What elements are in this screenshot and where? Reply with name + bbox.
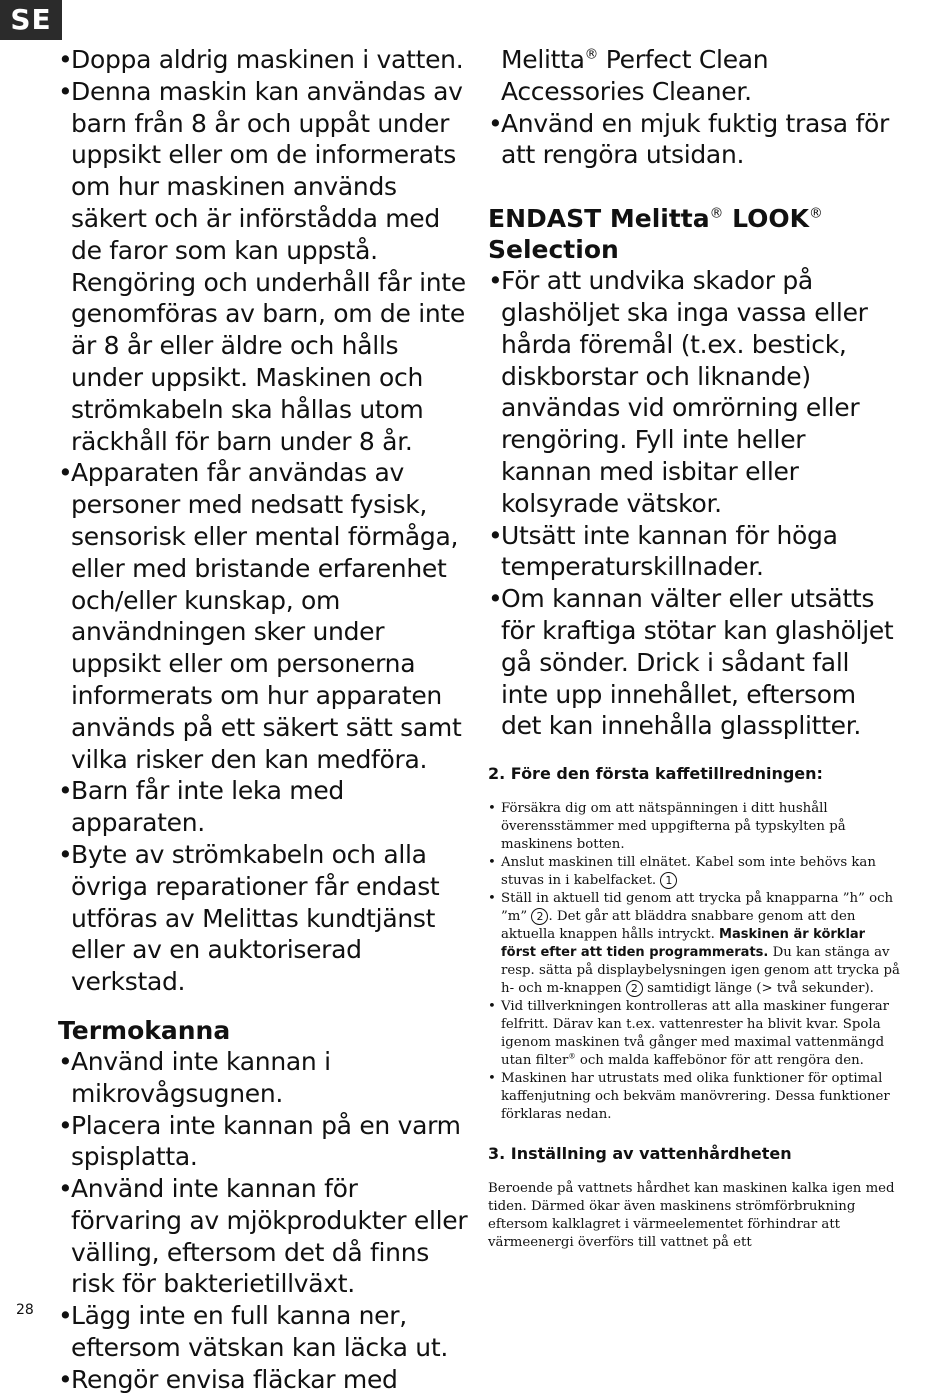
list-item: • För att undvika skador på glashöljet ska inga vassa eller hårda föremål (t.ex. bestick, diskborstar och liknande) användas vid omrörning eller rengöring. Fyll inte heller kannan med isbitar eller kolsyrade vätskor. xyxy=(488,265,903,519)
list-item: • Denna maskin kan användas av barn från 8 år och uppåt under uppsikt eller om de informerats om hur maskinen används säkert och är införstådda med de faror som kan uppstå. Rengöring och underhåll får inte genomföras av barn, om de inte är 8 år eller äldre och hålls under uppsikt. Maskinen och strömkabeln ska hållas utom räckhåll för barn under 8 år. xyxy=(58,76,468,458)
safety-list xyxy=(58,44,468,998)
page-number: 28 xyxy=(16,1302,34,1318)
look-selection-heading xyxy=(488,203,903,265)
brand-text: Melitta xyxy=(501,45,585,74)
circled-number: 2 xyxy=(531,908,548,925)
cloth-list xyxy=(488,108,903,172)
item-text: Ställ in aktuell tid genom att trycka på knapparna ”h” och ”m” xyxy=(501,891,894,925)
list-item: • Apparaten får användas av personer med nedsatt fysisk, sensorisk eller mental förmåga, eller med bristande erfarenhet och/eller kunskap, om användningen sker under uppsikt eller om personerna informerats om hur apparaten används på ett säkert sätt samt vilka risker den kan medföra. xyxy=(58,457,468,775)
list-item: • Använd inte kannan för förvaring av mjökprodukter eller välling, eftersom det då finns risk för bakterietillväxt. xyxy=(58,1173,468,1300)
item-text: Du kan stänga av resp. sätta på displaybelysningen igen genom att trycka på h- och m-knappen xyxy=(501,945,900,997)
continuation-text: Perfect Clean Accessories Cleaner. xyxy=(501,45,769,106)
registered-mark: ® xyxy=(584,46,599,63)
termokanna-list xyxy=(58,1046,468,1396)
list-item: • Använd en mjuk fuktig trasa för att rengöra utsidan. xyxy=(488,108,903,172)
list-item xyxy=(488,854,903,890)
cleaner-continuation xyxy=(488,44,903,108)
list-item: • Doppa aldrig maskinen i vatten. xyxy=(58,44,468,76)
item-text: . Det går att bläddra snabbare genom att den aktuella knappen hålls intryckt. xyxy=(501,909,856,943)
item-text: Vid tillverkningen kontrolleras att alla maskiner fungerar felfritt. Därav kan t.ex. vattenrester ha blivit kvar. Spola igenom maskinen två gånger med maximal vattenmängd utan filter xyxy=(501,999,890,1069)
section-2-heading: 2. Före den första kaffetillredningen: xyxy=(488,764,823,784)
section-3-paragraph: Beroende på vattnets hårdhet kan maskinen kalka igen med tiden. Därmed ökar även maskinens strömförbrukning eftersom kalklagret i värmeelementet förhindrar att värmeenergi överförs till vattnet på ett xyxy=(488,1181,895,1251)
list-item: • Försäkra dig om att nätspänningen i ditt hushåll överensstämmer med uppgifterna på typskylten på maskinens botten. xyxy=(488,800,903,854)
circled-number: 2 xyxy=(626,980,643,997)
list-item xyxy=(488,890,903,998)
heading-part: LOOK xyxy=(732,204,809,234)
heading-part: Selection xyxy=(488,235,619,265)
list-item: • Maskinen har utrustats med olika funktioner för optimal kaffenjutning och bekväm manövrering. Dessa funktioner förklaras nedan. xyxy=(488,1070,903,1124)
list-item: • Om kannan välter eller utsätts för kraftiga stötar kan glashöljet gå sönder. Drick i sådant fall inte upp innehållet, eftersom det kan innehålla glassplitter. xyxy=(488,583,903,742)
left-column xyxy=(58,44,468,1396)
look-list xyxy=(488,265,903,742)
list-item: • Barn får inte leka med apparaten. xyxy=(58,775,468,839)
list-item: • Placera inte kannan på en varm spisplatta. xyxy=(58,1110,468,1174)
section-3-heading: 3. Inställning av vattenhårdheten xyxy=(488,1144,792,1164)
list-item: • Utsätt inte kannan för höga temperaturskillnader. xyxy=(488,520,903,584)
termokanna-heading: Termokanna xyxy=(58,1015,231,1045)
list-item: • Byte av strömkabeln och alla övriga reparationer får endast utföras av Melittas kundtjänst eller av en auktoriserad verkstad. xyxy=(58,839,468,998)
registered-mark: ® xyxy=(809,205,823,222)
list-item: • Rengör envisa fläckar med xyxy=(58,1364,468,1396)
list-item: • Lägg inte en full kanna ner, eftersom vätskan kan läcka ut. xyxy=(58,1300,468,1364)
circled-number: 1 xyxy=(660,872,677,889)
list-item: • Använd inte kannan i mikrovågsugnen. xyxy=(58,1046,468,1110)
right-column xyxy=(488,44,903,1252)
list-item xyxy=(488,998,903,1070)
item-text: och malda kaffebönor för att rengöra den. xyxy=(579,1053,864,1069)
heading-part: ENDAST Melitta xyxy=(488,204,710,234)
item-bold-text: Maskinen är körklar först efter att tiden programmerats. xyxy=(501,927,866,961)
registered-mark: ® xyxy=(709,205,724,222)
item-text: samtidigt länge (> två sekunder). xyxy=(647,981,874,997)
registered-mark: ® xyxy=(568,1051,576,1061)
item-text: Anslut maskinen till elnätet. Kabel som inte behövs kan stuvas in i kabelfacket. xyxy=(501,855,876,889)
language-tab: SE xyxy=(0,0,62,40)
section-2-list xyxy=(488,800,903,1124)
